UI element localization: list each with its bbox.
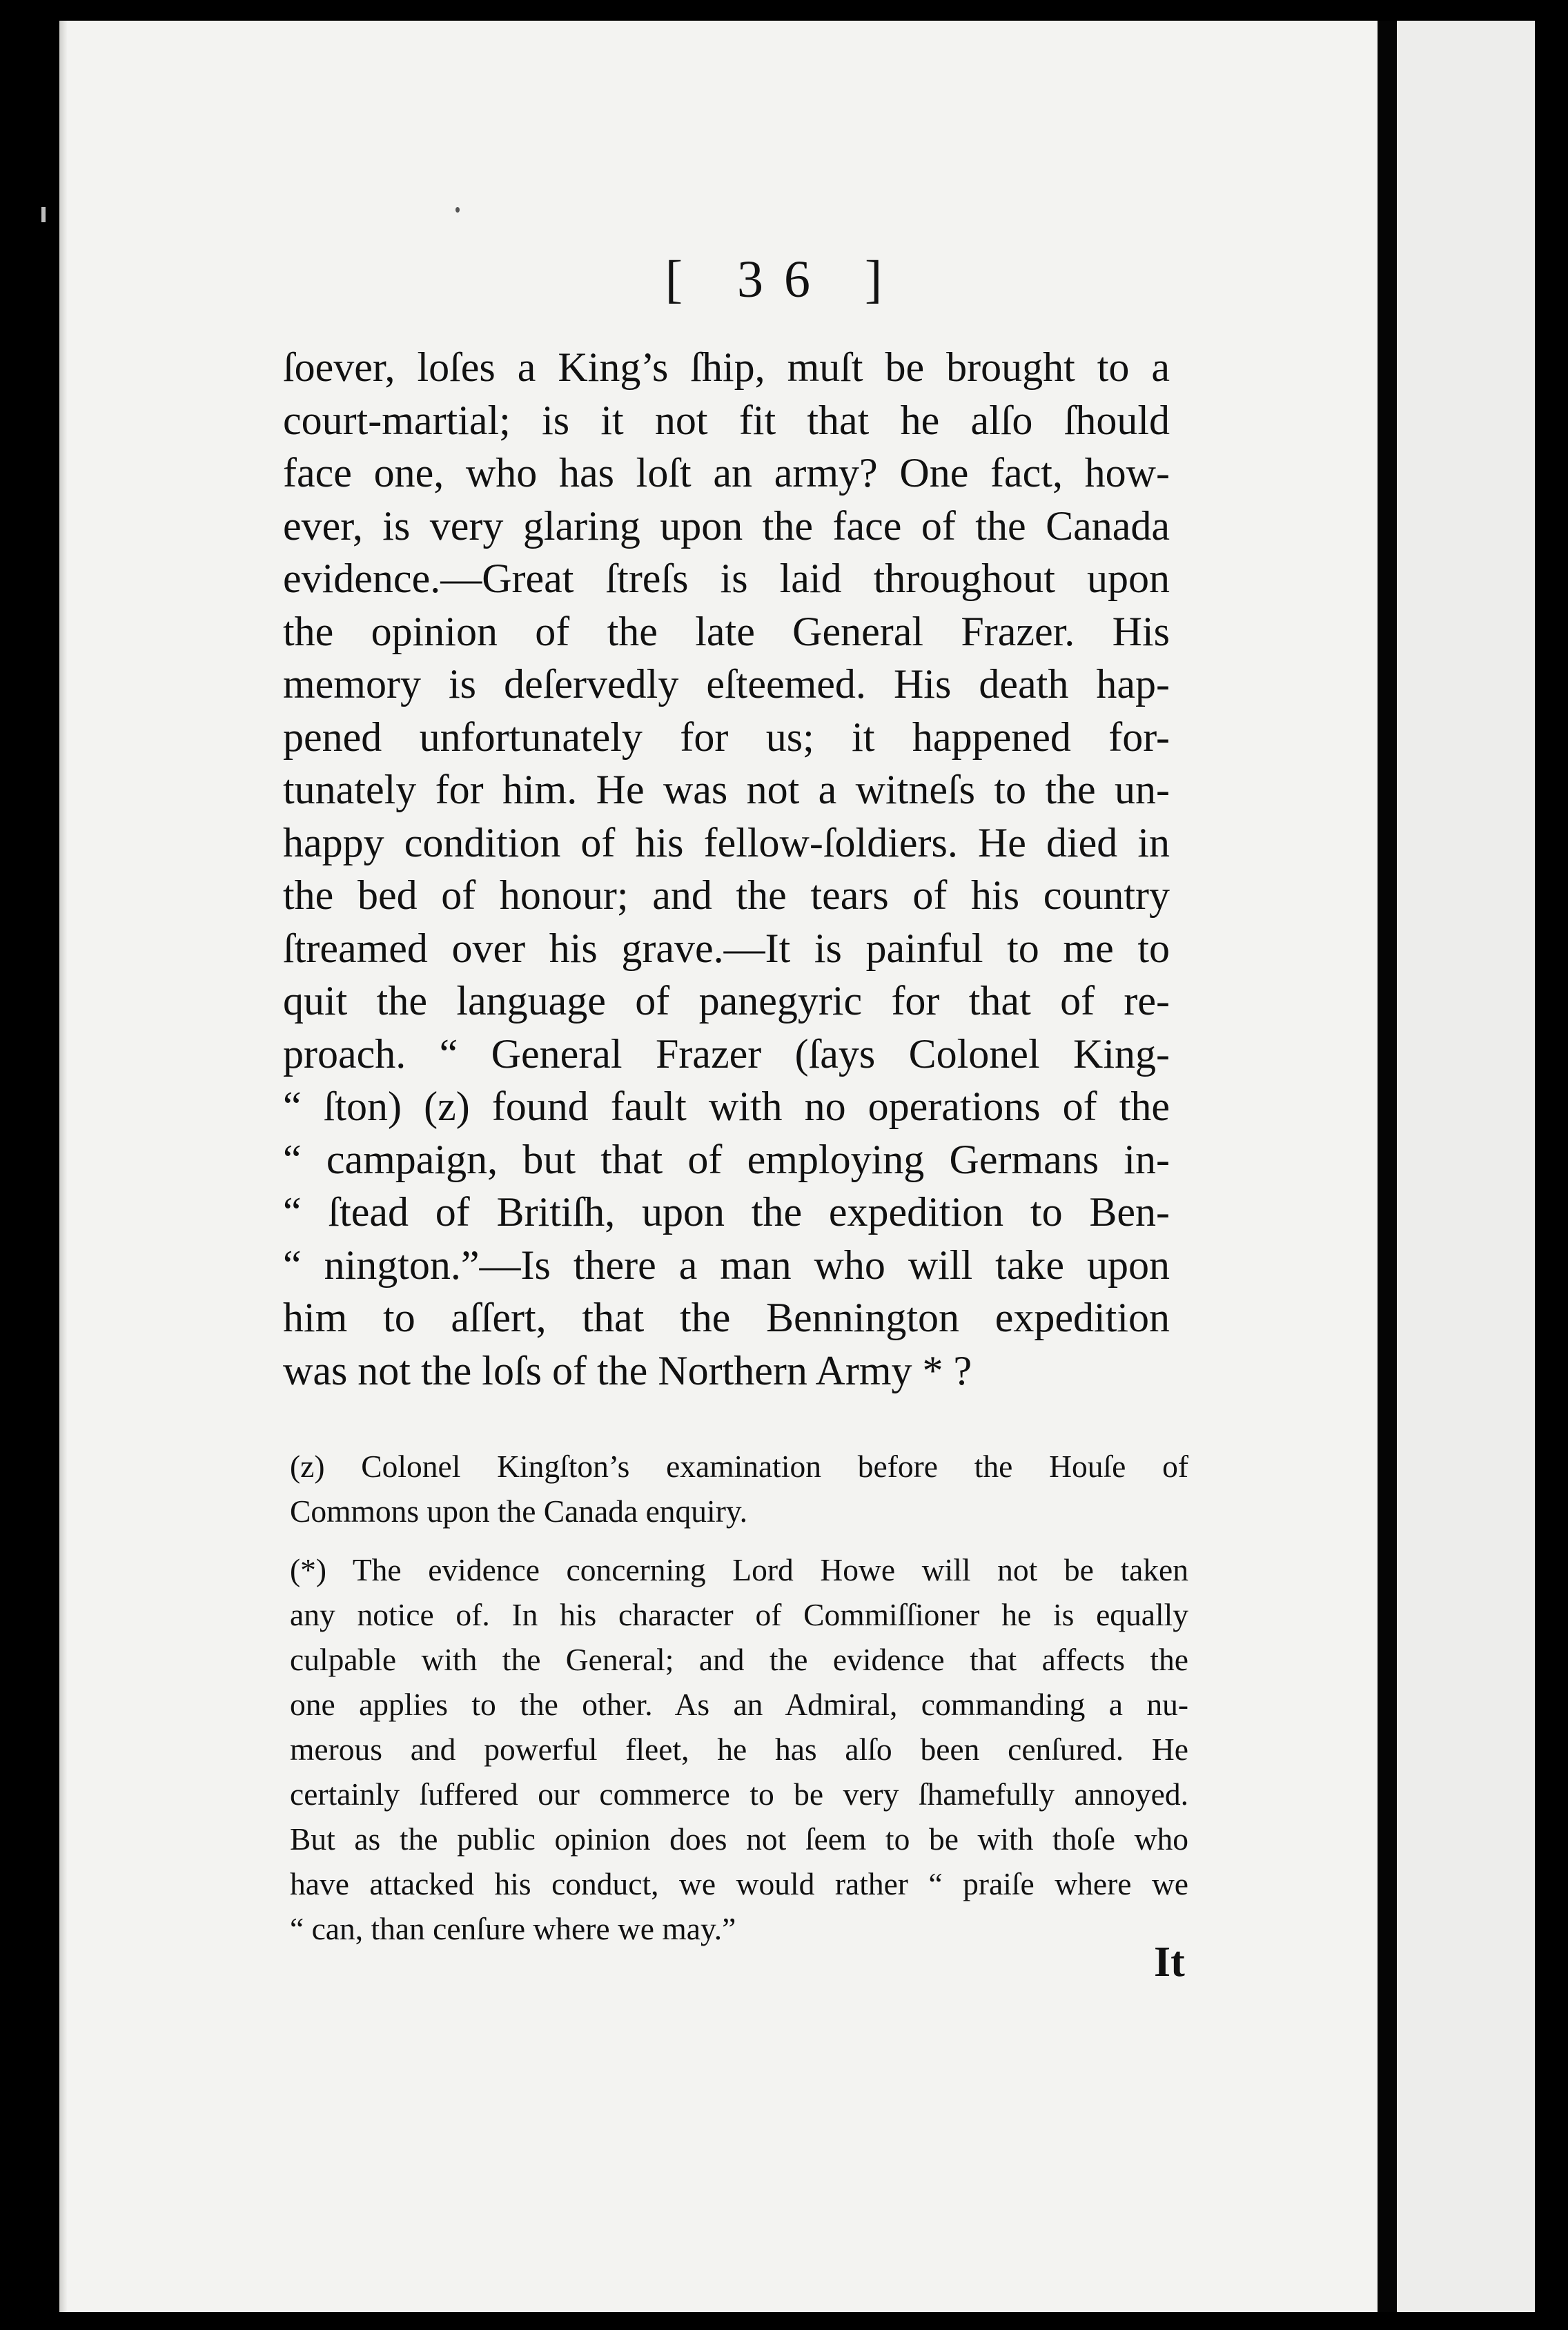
footnote-line: culpable with the General; and the evidence that affects the <box>290 1642 1188 1677</box>
facing-page-edge <box>1397 21 1535 2312</box>
footnote-z <box>290 1444 1188 1534</box>
page-edge-shadow <box>59 21 68 2312</box>
body-line: happy condition of his fellow-ſoldiers. He died in <box>283 819 1170 865</box>
body-line: memory is deſervedly eſteemed. His death hap- <box>283 661 1170 707</box>
body-line: him to aſſert, that the Bennington expedition <box>283 1295 1170 1340</box>
catchword: It <box>1154 1939 1185 1986</box>
footnote-line: (*) The evidence concerning Lord Howe will not be taken <box>290 1552 1188 1587</box>
body-line: ſoever, loſes a King’s ſhip, muſt be brought to a <box>283 344 1170 390</box>
body-line: tunately for him. He was not a witneſs to the un- <box>283 767 1170 812</box>
body-line: proach. “ General Frazer (ſays Colonel King- <box>283 1030 1170 1077</box>
footnote-line: Commons upon the Canada enquiry. <box>290 1494 748 1529</box>
body-line: “ ſtead of Britiſh, upon the expedition to Ben- <box>283 1189 1170 1235</box>
body-line: evidence.—Great ſtreſs is laid throughout upon <box>283 556 1170 601</box>
ink-speck <box>455 207 460 213</box>
body-line: the bed of honour; and the tears of his country <box>283 872 1170 918</box>
body-line: the opinion of the late General Frazer. His <box>283 608 1170 654</box>
page-gutter <box>1378 21 1397 2312</box>
footnote-asterisk <box>290 1547 1188 1951</box>
body-line: “ campaign, but that of employing Germans in- <box>283 1136 1170 1182</box>
page-number: [ 36 ] <box>665 251 903 309</box>
binding-mark <box>41 207 46 222</box>
footnote-line: “ can, than cenſure where we may.” <box>290 1911 736 1946</box>
body-line: ſtreamed over his grave.—It is painful to me to <box>283 925 1170 971</box>
body-line: “ ſton) (z) found fault with no operations of the <box>283 1084 1170 1129</box>
body-line: quit the language of panegyric for that of re- <box>283 978 1170 1024</box>
body-line: ever, is very glaring upon the face of the Canada <box>283 502 1170 549</box>
footnotes <box>290 1444 1188 1965</box>
footnote-line: one applies to the other. As an Admiral, commanding a nu- <box>290 1687 1188 1722</box>
footnote-line: any notice of. In his character of Commiſſioner he is equally <box>290 1597 1188 1632</box>
body-text <box>283 341 1170 1397</box>
body-line: court-martial; is it not fit that he alſo ſhould <box>283 397 1170 443</box>
footnote-line: certainly ſuffered our commerce to be very ſhamefully annoyed. <box>290 1776 1188 1812</box>
footnote-line: merous and powerful fleet, he has alſo been cenſured. He <box>290 1732 1188 1767</box>
body-line: “ nington.”—Is there a man who will take upon <box>283 1242 1170 1288</box>
footnote-line: (z) Colonel Kingſton’s examination before the Houſe of <box>290 1449 1188 1484</box>
body-line: pened unfortunately for us; it happened for- <box>283 714 1170 760</box>
body-line: was not the loſs of the Northern Army * ? <box>283 1347 972 1393</box>
footnote-line: But as the public opinion does not ſeem to be with thoſe who <box>290 1821 1188 1857</box>
body-line: face one, who has loſt an army? One fact, how- <box>283 450 1170 496</box>
footnote-line: have attacked his conduct, we would rather “ praiſe where we <box>290 1866 1188 1901</box>
